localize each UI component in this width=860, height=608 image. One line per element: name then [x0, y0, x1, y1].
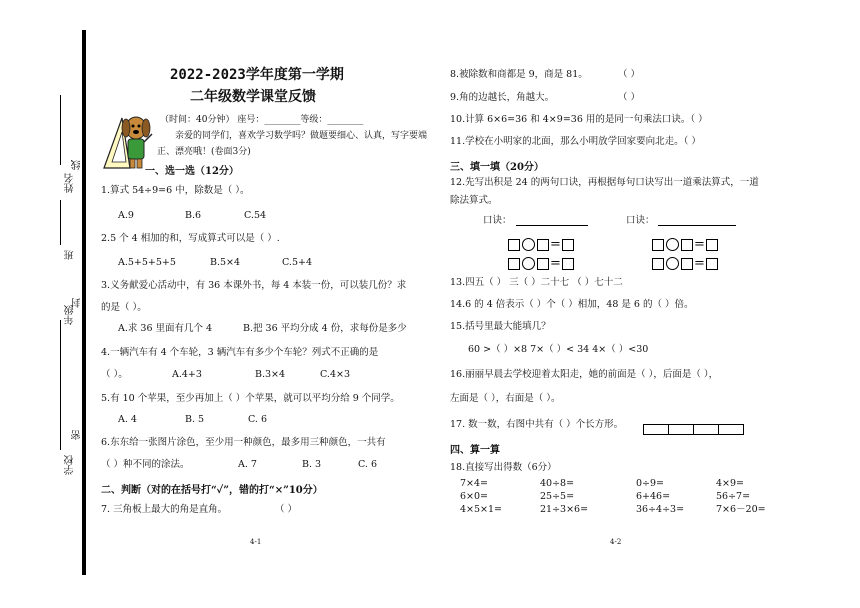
- q9-answer-paren: （ ）: [618, 92, 641, 103]
- koujue-blank-2: [658, 225, 736, 226]
- q5-option-c: C. 6: [248, 414, 268, 425]
- question-15: 15.括号里最大能填几？: [450, 321, 551, 332]
- question-5: 5.有 10 个苹果，至少再加上（ ）个苹果，就可以平均分给 9 个同学。: [101, 393, 400, 404]
- section1-heading: 一、选一选（12分）: [145, 166, 239, 177]
- calc-r1-c2: 40÷8=: [540, 478, 575, 489]
- question-17: 17. 数一数，右图中共有（ ）个长方形。: [450, 419, 624, 430]
- q6-option-b: B. 3: [302, 459, 322, 470]
- q5-option-b: B. 5: [185, 414, 205, 425]
- calc-r2-c1: 6×0=: [460, 491, 489, 502]
- q7-answer-paren: （ ）: [275, 504, 298, 515]
- question-15-items: 60 >（ ）×8 7×（ ）< 34 4×（ ）<30: [468, 344, 649, 355]
- question-16-line1: 16.丽丽早晨去学校迎着太阳走，她的前面是（ ），后面是（ ），: [450, 369, 719, 380]
- label-xingming: 姓名: [65, 173, 76, 193]
- question-18: 18.直接写出得数（6分）: [450, 462, 557, 473]
- question-1: 1.算式 54÷9=6 中，除数是（ ）。: [101, 185, 250, 196]
- question-3-line2: 的是（ ）。: [101, 302, 147, 313]
- page-number-right: 4-2: [610, 538, 622, 546]
- greeting-line2: 正、漂亮哦！(卷面3分): [157, 147, 251, 157]
- label-xian: 线: [72, 160, 83, 170]
- calc-r3-c4: 7×6－20=: [716, 504, 766, 515]
- q6-option-a: A. 7: [238, 459, 257, 470]
- koujue-label-1: 口诀：: [483, 215, 512, 226]
- question-13: 13.四五（ ） 三（ ）二十七 （ ）七十二: [450, 277, 623, 288]
- q2-option-a: A.5+5+5+5: [118, 257, 176, 268]
- question-12-line1: 12.先写出积是 24 的两句口诀，再根据每句口诀写出一道乘法算式，一道: [450, 177, 759, 188]
- calc-r3-c2: 21÷3×6=: [540, 504, 589, 515]
- koujue-label-2: 口诀：: [626, 215, 655, 226]
- class-underline: [60, 200, 61, 245]
- q1-option-b: B.6: [185, 210, 202, 221]
- q4-option-c: C.4×3: [320, 369, 350, 380]
- koujue-blank-1: [516, 225, 588, 226]
- calc-r3-c3: 36÷4÷3=: [636, 504, 685, 515]
- label-nianji: 年级: [65, 305, 76, 325]
- school-underline: [60, 370, 61, 450]
- equation-box-div-2: =: [652, 253, 718, 272]
- calc-r1-c1: 7×4=: [460, 478, 489, 489]
- q1-option-a: A.9: [118, 210, 134, 221]
- equation-box-div-1: =: [508, 253, 574, 272]
- grade-underline: [60, 320, 61, 370]
- rectangle-strip-figure: [643, 419, 744, 438]
- greeting-line1: 亲爱的同学们，喜欢学习数学吗？做题要细心、认真，写字要端: [175, 131, 428, 141]
- question-6-line1: 6.东东给一张图片涂色，至少用一种颜色，最多用三种颜色，一共有: [101, 437, 386, 448]
- calc-r3-c1: 4×5×1=: [460, 504, 503, 515]
- question-4-line2: （ ）。: [101, 369, 128, 380]
- q2-option-c: C.5+4: [282, 257, 312, 268]
- question-6-line2: （ ）种不同的涂法。: [101, 459, 190, 470]
- question-7: 7. 三角板上最大的角是直角。: [101, 504, 228, 515]
- calc-r1-c4: 4×9=: [716, 478, 745, 489]
- q5-option-a: A. 4: [118, 414, 137, 425]
- question-16-line2: 左面是（ ），右面是（ ）。: [450, 393, 561, 404]
- q4-option-b: B.3×4: [255, 369, 286, 380]
- q2-option-b: B.5×4: [210, 257, 241, 268]
- page-subtitle: 二年级数学课堂反馈: [190, 89, 316, 105]
- label-feng: 封: [72, 298, 83, 308]
- question-11: 11.学校在小明家的北面，那么小明放学回家要向北走。（ ）: [450, 136, 701, 147]
- section2-heading: 二、判断（对的在括号打“✓”，错的打“×”10分）: [101, 485, 323, 496]
- section3-heading: 三、填一填（20分）: [450, 162, 544, 173]
- q6-option-c: C. 6: [358, 459, 378, 470]
- label-ban: 班: [65, 250, 76, 260]
- equation-box-mult-1: =: [508, 234, 574, 253]
- q3-option-b: B.把 36 平均分成 4 份，求每份是多少: [243, 323, 407, 334]
- q4-option-a: A.4+3: [172, 369, 202, 380]
- section4-heading: 四、算一算: [450, 445, 500, 456]
- question-8: 8.被除数和商都是 9，商是 81。: [450, 69, 588, 80]
- label-mi: 密: [72, 430, 83, 440]
- question-14: 14.6 的 4 倍表示（ ）个（ ）相加，48 是 6 的（ ）倍。: [450, 299, 694, 310]
- label-xuexiao: 学校: [65, 455, 76, 475]
- calc-r1-c3: 0÷9=: [636, 478, 665, 489]
- equation-box-mult-2: =: [652, 234, 718, 253]
- q1-option-c: C.54: [244, 210, 267, 221]
- exam-info: （时间：40分钟） 座号：________等级：________: [160, 115, 364, 125]
- question-10: 10.计算 6×6=36 和 4×9=36 用的是同一句乘法口诀。（ ）: [450, 114, 708, 125]
- question-12-line2: 除法算式。: [450, 195, 498, 206]
- page-title: 2022-2023学年度第一学期: [170, 67, 344, 83]
- q8-answer-paren: （ ）: [618, 69, 641, 80]
- question-9: 9.角的边越长，角越大。: [450, 92, 555, 103]
- calc-r2-c4: 56÷7=: [716, 491, 751, 502]
- name-underline: [60, 95, 61, 165]
- calc-r2-c2: 25÷5=: [540, 491, 575, 502]
- page-number-left: 4-1: [250, 538, 262, 546]
- calc-r2-c3: 6+46=: [636, 491, 671, 502]
- question-4-line1: 4.一辆汽车有 4 个车轮，3 辆汽车有多少个车轮？列式不正确的是: [101, 347, 379, 358]
- question-3-line1: 3.义务献爱心活动中，有 36 本课外书，每 4 本装一份，可以装几份？求: [101, 280, 407, 291]
- q3-option-a: A.求 36 里面有几个 4: [118, 323, 213, 334]
- question-2: 2.5 个 4 相加的和，写成算式可以是（ ）.: [101, 233, 280, 244]
